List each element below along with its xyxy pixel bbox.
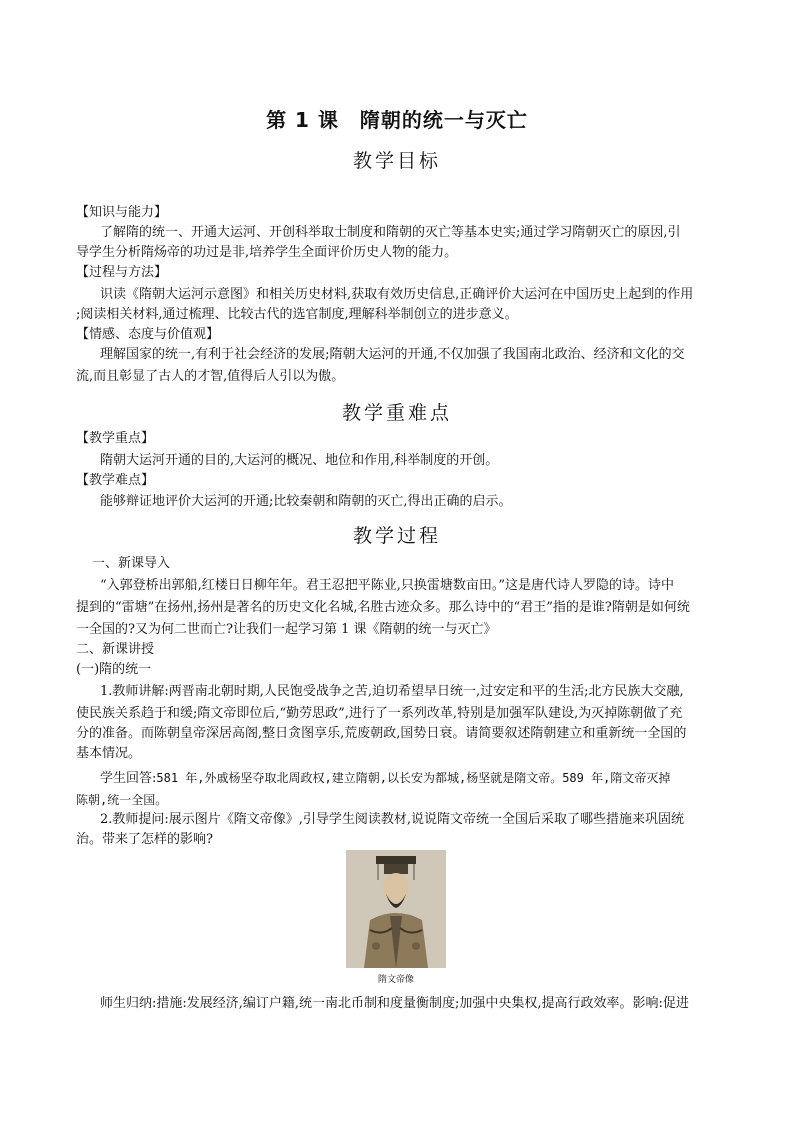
intro-heading: 一、新课导入: [92, 556, 171, 571]
section-heading-goals: 教学目标: [352, 150, 441, 172]
para2-line-1: 2.教师提问:展示图片《隋文帝像》,引导学生阅读教材,说说隋文帝统一全国后采取了哪些措施来巩固统: [100, 812, 685, 827]
difficulty-label: 【教学难点】: [76, 473, 155, 488]
sub-heading-unification: (一)隋的统一: [76, 662, 152, 677]
focus-text: 隋朝大运河开通的目的,大运河的概况、地位和作用,科举制度的开创。: [100, 453, 499, 468]
emotion-text-2: 流,而且彰显了古人的才智,值得后人引以为傲。: [76, 369, 345, 384]
method-text-2: ;阅读相关材料,通过梳理、比较古代的选官制度,理解科举制创立的进步意义。: [76, 307, 518, 322]
figure-caption: 隋文帝像: [377, 975, 414, 985]
student-answer-text-2: 陈朝,统一全国。: [76, 793, 168, 807]
knowledge-text-2: 导学生分析隋炀帝的功过是非,培养学生全面评价历史人物的能力。: [76, 245, 458, 260]
difficulty-text: 能够辩证地评价大运河的开通;比较秦朝和隋朝的灭亡,得出正确的启示。: [100, 494, 512, 509]
summary-line: 师生归纳:措施:发展经济,编订户籍,统一南北币制和度量衡制度;加强中央集权,提高行政效率。影响:促进: [100, 996, 689, 1011]
knowledge-text-1: 了解隋的统一、开通大运河、开创科举取士制度和隋朝的灭亡等基本史实;通过学习隋朝灭亡的原因,引: [100, 225, 681, 240]
method-text-1: 识读《隋朝大运河示意图》和相关历史材料,获取有效历史信息,正确评价大运河在中国历史上起到的作用: [100, 287, 694, 302]
emotion-label: 【情感、态度与价值观】: [76, 327, 220, 342]
para2-line-2: 治。带来了怎样的影响?: [76, 832, 213, 847]
para1-line-3: 分的准备。而陈朝皇帝深居高阁,整日贪图享乐,荒废朝政,国势日衰。请简要叙述隋朝建立和重新统一全国的: [76, 726, 687, 741]
method-label: 【过程与方法】: [76, 265, 168, 280]
student-answer-line-1: [100, 768, 726, 789]
lesson-title: 第 1 课 隋朝的统一与灭亡: [266, 108, 528, 132]
para1-line-4: 基本情况。: [76, 746, 142, 761]
student-answer-label: 学生回答:: [100, 771, 157, 786]
intro-text-2: 提到的“雷塘”在扬州,扬州是著名的历史文化名城,名胜古迹众多。那么诗中的“君王”指的是谁?隋朝是如何统: [76, 600, 690, 615]
intro-text-1: “入郭登桥出郭船,红楼日日柳年年。君王忍把平陈业,只换雷塘数亩田。”这是唐代诗人罗隐的诗。诗中: [100, 578, 675, 593]
emperor-portrait-icon: [346, 850, 446, 968]
lecture-heading: 二、新课讲授: [76, 642, 155, 657]
section-heading-keypoints: 教学重难点: [341, 402, 452, 424]
focus-label: 【教学重点】: [76, 431, 155, 446]
section-heading-process: 教学过程: [352, 525, 441, 547]
para1-line-1: 1.教师讲解:两晋南北朝时期,人民饱受战争之苦,迫切希望早日统一,过安定和平的生活;北方民族大交融,: [100, 684, 684, 699]
para1-line-2: 使民族关系趋于和缓;隋文帝即位后,“勤劳思政”,进行了一系列改革,特别是加强军队建设,为灭掉陈朝做了充: [76, 706, 683, 721]
student-answer-text-1: 581 年,外戚杨坚夺取北周政权,建立隋朝,以长安为都城,杨坚就是隋文帝。589 年,隋文帝灭掉: [156, 771, 671, 785]
portrait-image: [346, 850, 446, 968]
intro-text-3: 一全国的?又为何二世而亡?让我们一起学习第 1 课《隋朝的统一与灭亡》: [76, 622, 497, 637]
emotion-text-1: 理解国家的统一,有利于社会经济的发展;隋朝大运河的开通,不仅加强了我国南北政治、经济和文化的交: [100, 347, 685, 362]
knowledge-label: 【知识与能力】: [76, 205, 168, 220]
